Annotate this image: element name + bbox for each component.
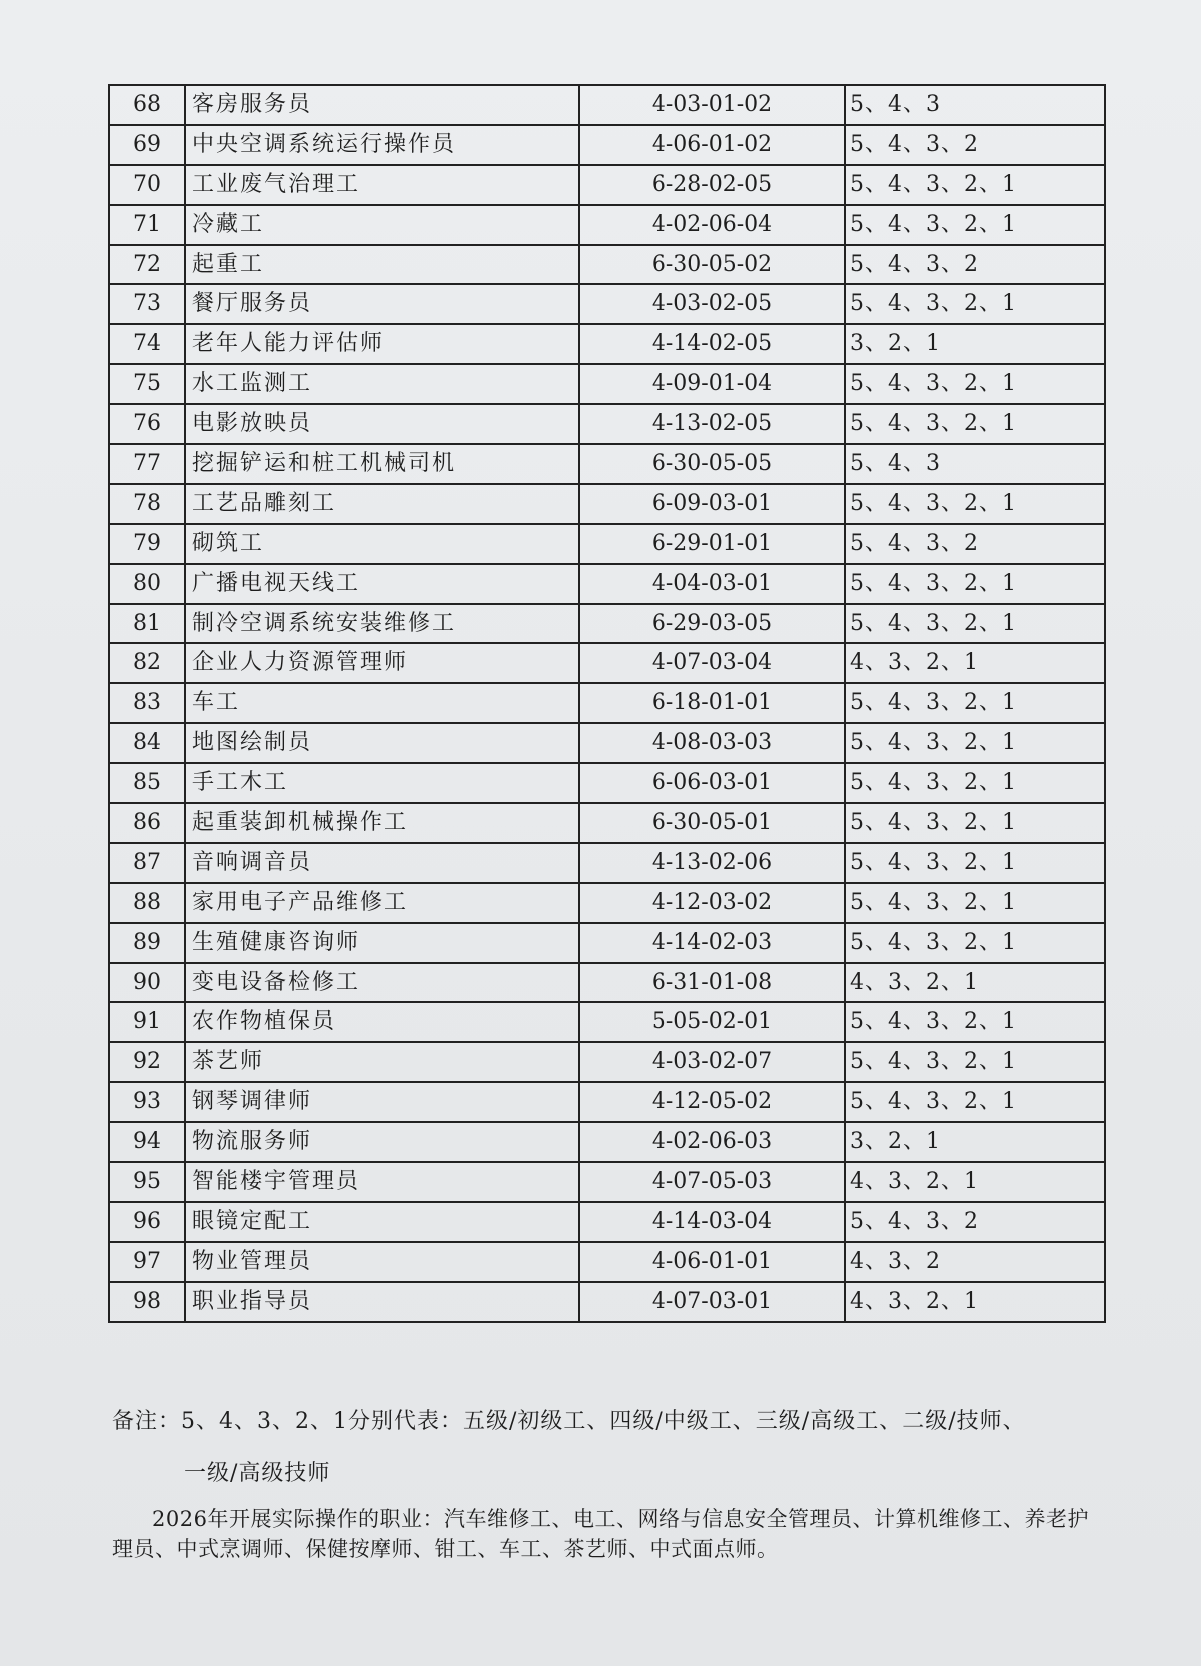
- cell-occupation-name: 手工木工: [185, 763, 579, 803]
- cell-number: 72: [109, 245, 185, 285]
- cell-levels: 5、4、3、2、1: [845, 364, 1105, 404]
- cell-number: 91: [109, 1002, 185, 1042]
- cell-number: 84: [109, 723, 185, 763]
- cell-number: 88: [109, 883, 185, 923]
- cell-number: 96: [109, 1202, 185, 1242]
- cell-levels: 5、4、3、2、1: [845, 723, 1105, 763]
- table-row: [109, 484, 1105, 524]
- table-row: [109, 803, 1105, 843]
- cell-levels: 5、4、3、2、1: [845, 404, 1105, 444]
- cell-occupation-code: 6-30-05-01: [579, 803, 845, 843]
- cell-number: 73: [109, 284, 185, 324]
- cell-occupation-name: 餐厅服务员: [185, 284, 579, 324]
- cell-number: 98: [109, 1282, 185, 1322]
- table-row: [109, 165, 1105, 205]
- cell-number: 95: [109, 1162, 185, 1202]
- practice-occupations-paragraph: 2026年开展实际操作的职业：汽车维修工、电工、网络与信息安全管理员、计算机维修工、养老护理员、中式烹调师、保健按摩师、钳工、车工、茶艺师、中式面点师。: [112, 1507, 1089, 1561]
- cell-occupation-code: 4-03-01-02: [579, 85, 845, 125]
- cell-occupation-code: 4-13-02-06: [579, 843, 845, 883]
- cell-occupation-name: 砌筑工: [185, 524, 579, 564]
- cell-levels: 5、4、3: [845, 444, 1105, 484]
- cell-occupation-code: 6-09-03-01: [579, 484, 845, 524]
- cell-occupation-name: 职业指导员: [185, 1282, 579, 1322]
- table-row: [109, 883, 1105, 923]
- table-row: [109, 524, 1105, 564]
- cell-occupation-code: 6-06-03-01: [579, 763, 845, 803]
- table-row: [109, 404, 1105, 444]
- cell-occupation-code: 4-06-01-01: [579, 1242, 845, 1282]
- cell-number: 79: [109, 524, 185, 564]
- cell-levels: 4、3、2、1: [845, 1282, 1105, 1322]
- table-row: [109, 284, 1105, 324]
- table-row: [109, 683, 1105, 723]
- cell-occupation-name: 农作物植保员: [185, 1002, 579, 1042]
- cell-occupation-name: 音响调音员: [185, 843, 579, 883]
- cell-occupation-code: 4-13-02-05: [579, 404, 845, 444]
- cell-number: 82: [109, 643, 185, 683]
- table-row: [109, 1242, 1105, 1282]
- cell-occupation-code: 4-02-06-03: [579, 1122, 845, 1162]
- notes-line-2: 一级/高级技师: [184, 1461, 331, 1486]
- occupation-table: [108, 84, 1106, 1323]
- table-row: [109, 245, 1105, 285]
- cell-levels: 3、2、1: [845, 1122, 1105, 1162]
- cell-number: 87: [109, 843, 185, 883]
- table-row: [109, 1122, 1105, 1162]
- cell-occupation-name: 水工监测工: [185, 364, 579, 404]
- cell-occupation-name: 物业管理员: [185, 1242, 579, 1282]
- cell-levels: 5、4、3: [845, 85, 1105, 125]
- cell-occupation-code: 4-03-02-07: [579, 1042, 845, 1082]
- table-row: [109, 843, 1105, 883]
- cell-number: 70: [109, 165, 185, 205]
- cell-occupation-name: 中央空调系统运行操作员: [185, 125, 579, 165]
- cell-number: 86: [109, 803, 185, 843]
- table-row: [109, 643, 1105, 683]
- table-row: [109, 923, 1105, 963]
- cell-occupation-name: 工业废气治理工: [185, 165, 579, 205]
- table-row: [109, 564, 1105, 604]
- cell-number: 97: [109, 1242, 185, 1282]
- table-row: [109, 125, 1105, 165]
- cell-occupation-name: 车工: [185, 683, 579, 723]
- cell-occupation-code: 6-30-05-05: [579, 444, 845, 484]
- cell-occupation-code: 4-09-01-04: [579, 364, 845, 404]
- table-row: [109, 1202, 1105, 1242]
- cell-occupation-code: 4-02-06-04: [579, 205, 845, 245]
- table-row: [109, 963, 1105, 1003]
- cell-occupation-name: 电影放映员: [185, 404, 579, 444]
- cell-number: 68: [109, 85, 185, 125]
- cell-levels: 5、4、3、2、1: [845, 803, 1105, 843]
- cell-number: 77: [109, 444, 185, 484]
- cell-number: 85: [109, 763, 185, 803]
- table-row: [109, 763, 1105, 803]
- cell-number: 74: [109, 324, 185, 364]
- cell-levels: 5、4、3、2: [845, 245, 1105, 285]
- table-row: [109, 1162, 1105, 1202]
- cell-occupation-name: 地图绘制员: [185, 723, 579, 763]
- cell-occupation-name: 挖掘铲运和桩工机械司机: [185, 444, 579, 484]
- cell-occupation-name: 工艺品雕刻工: [185, 484, 579, 524]
- cell-occupation-name: 广播电视天线工: [185, 564, 579, 604]
- table-row: [109, 324, 1105, 364]
- table-row: [109, 1002, 1105, 1042]
- cell-occupation-name: 智能楼宇管理员: [185, 1162, 579, 1202]
- cell-occupation-code: 4-12-05-02: [579, 1082, 845, 1122]
- cell-levels: 5、4、3、2、1: [845, 683, 1105, 723]
- cell-occupation-code: 6-29-01-01: [579, 524, 845, 564]
- cell-occupation-name: 客房服务员: [185, 85, 579, 125]
- cell-occupation-code: 4-14-02-05: [579, 324, 845, 364]
- cell-levels: 5、4、3、2: [845, 125, 1105, 165]
- cell-occupation-name: 茶艺师: [185, 1042, 579, 1082]
- cell-occupation-code: 6-29-03-05: [579, 604, 845, 644]
- table-row: [109, 604, 1105, 644]
- cell-number: 92: [109, 1042, 185, 1082]
- cell-occupation-code: 4-03-02-05: [579, 284, 845, 324]
- cell-occupation-code: 4-07-03-04: [579, 643, 845, 683]
- cell-levels: 5、4、3、2、1: [845, 843, 1105, 883]
- table-row: [109, 444, 1105, 484]
- cell-levels: 5、4、3、2、1: [845, 564, 1105, 604]
- cell-number: 71: [109, 205, 185, 245]
- cell-levels: 5、4、3、2、1: [845, 923, 1105, 963]
- table-row: [109, 723, 1105, 763]
- cell-occupation-name: 企业人力资源管理师: [185, 643, 579, 683]
- cell-number: 69: [109, 125, 185, 165]
- table-row: [109, 1042, 1105, 1082]
- cell-occupation-code: 6-18-01-01: [579, 683, 845, 723]
- cell-levels: 4、3、2、1: [845, 643, 1105, 683]
- cell-levels: 5、4、3、2、1: [845, 1082, 1105, 1122]
- table-row: [109, 1082, 1105, 1122]
- cell-occupation-code: 4-04-03-01: [579, 564, 845, 604]
- cell-levels: 5、4、3、2: [845, 1202, 1105, 1242]
- cell-occupation-name: 变电设备检修工: [185, 963, 579, 1003]
- cell-number: 76: [109, 404, 185, 444]
- cell-occupation-code: 4-12-03-02: [579, 883, 845, 923]
- cell-levels: 4、3、2: [845, 1242, 1105, 1282]
- cell-occupation-name: 生殖健康咨询师: [185, 923, 579, 963]
- table-row: [109, 1282, 1105, 1322]
- cell-occupation-name: 钢琴调律师: [185, 1082, 579, 1122]
- cell-levels: 5、4、3、2、1: [845, 604, 1105, 644]
- cell-levels: 5、4、3、2: [845, 524, 1105, 564]
- table-row: [109, 364, 1105, 404]
- cell-number: 80: [109, 564, 185, 604]
- cell-levels: 5、4、3、2、1: [845, 484, 1105, 524]
- cell-number: 78: [109, 484, 185, 524]
- cell-number: 89: [109, 923, 185, 963]
- cell-levels: 5、4、3、2、1: [845, 205, 1105, 245]
- cell-number: 90: [109, 963, 185, 1003]
- cell-occupation-code: 6-28-02-05: [579, 165, 845, 205]
- cell-occupation-code: 4-14-03-04: [579, 1202, 845, 1242]
- cell-occupation-name: 制冷空调系统安装维修工: [185, 604, 579, 644]
- cell-occupation-code: 4-07-03-01: [579, 1282, 845, 1322]
- cell-occupation-code: 5-05-02-01: [579, 1002, 845, 1042]
- occupation-table-container: [108, 84, 1098, 1323]
- occupation-table-body: [109, 85, 1105, 1322]
- cell-number: 83: [109, 683, 185, 723]
- cell-occupation-code: 6-30-05-02: [579, 245, 845, 285]
- cell-occupation-name: 起重工: [185, 245, 579, 285]
- cell-levels: 5、4、3、2、1: [845, 883, 1105, 923]
- cell-occupation-code: 4-14-02-03: [579, 923, 845, 963]
- cell-number: 93: [109, 1082, 185, 1122]
- table-row: [109, 85, 1105, 125]
- cell-levels: 5、4、3、2、1: [845, 284, 1105, 324]
- cell-number: 75: [109, 364, 185, 404]
- cell-levels: 5、4、3、2、1: [845, 165, 1105, 205]
- cell-levels: 4、3、2、1: [845, 963, 1105, 1003]
- cell-occupation-code: 4-06-01-02: [579, 125, 845, 165]
- cell-levels: 4、3、2、1: [845, 1162, 1105, 1202]
- cell-number: 81: [109, 604, 185, 644]
- cell-occupation-code: 4-07-05-03: [579, 1162, 845, 1202]
- table-row: [109, 205, 1105, 245]
- cell-occupation-name: 老年人能力评估师: [185, 324, 579, 364]
- cell-occupation-name: 起重装卸机械操作工: [185, 803, 579, 843]
- notes-line-1: 备注：5、4、3、2、1分别代表：五级/初级工、四级/中级工、三级/高级工、二级/技师、: [112, 1409, 1026, 1434]
- cell-occupation-name: 冷藏工: [185, 205, 579, 245]
- cell-levels: 5、4、3、2、1: [845, 1002, 1105, 1042]
- cell-number: 94: [109, 1122, 185, 1162]
- cell-occupation-code: 6-31-01-08: [579, 963, 845, 1003]
- cell-levels: 3、2、1: [845, 324, 1105, 364]
- cell-occupation-name: 物流服务师: [185, 1122, 579, 1162]
- cell-occupation-code: 4-08-03-03: [579, 723, 845, 763]
- cell-levels: 5、4、3、2、1: [845, 1042, 1105, 1082]
- cell-occupation-name: 家用电子产品维修工: [185, 883, 579, 923]
- cell-occupation-name: 眼镜定配工: [185, 1202, 579, 1242]
- cell-levels: 5、4、3、2、1: [845, 763, 1105, 803]
